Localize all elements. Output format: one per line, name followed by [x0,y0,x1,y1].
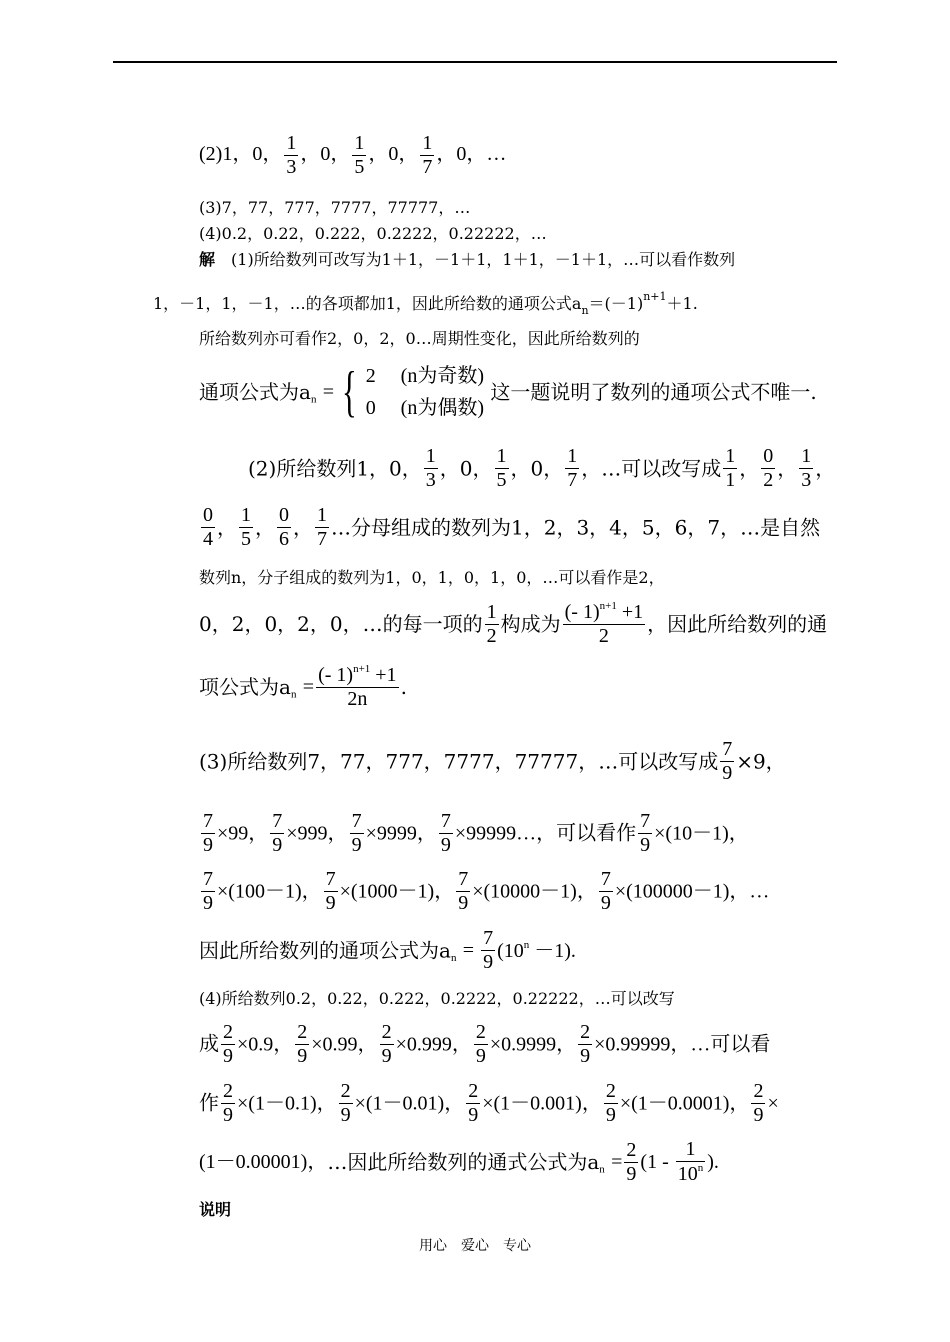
note-heading: 说明 [199,1200,232,1219]
text: 因此所给数列的通项公式为a [199,938,451,963]
text: ＝(－1) [588,294,644,313]
solution-label: 解 [199,250,216,269]
part4-line-3: 作 $\frac{2}{9}$ ×(1－0.1)， $\frac{2}{9}$ ×(1－0.01)， $\frac{2}{9}$ ×(1－0.001)， $\frac{2}{9}$ ×(1－0.0001)， $\frac{2}{9}$ × [199,1080,779,1126]
part2-line-4: 0，2，0，2，0，…的每一项的 $\frac{1}{2}$ 构成为 $\frac{(- 1)^{n+1} +1}{2}$ ，因此所给数列的通 [199,600,828,647]
part4-line-4: (1－0.00001)，…因此所给数列的通式公式为$a_n$ = $\frac{2}{9}$ (1 - $\frac{1}{10^n}$ ). [199,1138,719,1185]
text: ＋1. [666,294,698,313]
part2-line-3: 数列n，分子组成的数列为1，0，1，0，1，0，…可以看作是2， [199,568,665,587]
part2-line-5: 项公式为$a_n$ = $\frac{(- 1)^{n+1} +1}{2n}$ . [199,663,407,710]
text: 1，－1，1，－1，…的各项都加1，因此所给数的通项公式a [153,294,582,313]
part2-line-1: (2)所给数列1，0， $\frac{1}{3}$ ，0， $\frac{1}{5}$ ，0， $\frac{1}{7}$ ，…可以改写成 $\frac{1}{1}$ ， $\frac{0}{2}$ ， $\frac{1}{3}$ ， [248,445,836,491]
text: …分母组成的数列为1，2，3，4，5，6，7，…是自然 [331,515,821,540]
page-footer: 用心 爱心 专心 [419,1238,531,1254]
text: 通项公式为a [199,380,311,404]
case-2: 0 (n为偶数) [365,397,485,419]
text: (1)所给数列可改写为1＋1，－1＋1，1＋1，－1＋1，…可以看作数列 [215,250,736,269]
text: …可以改写成 [601,456,722,481]
text: (2)1，0， [199,143,283,166]
sequence-4-line: (4)0.2，0.22，0.222，0.2222，0.22222，… [199,224,547,243]
fraction: $\frac{1}{3}$ [286,132,297,178]
header-rule [113,61,837,63]
solution-line-3: 所给数列亦可看作2，0，2，0…周期性变化，因此所给数列的 [199,329,640,348]
fraction: $\frac{1}{7}$ [422,132,433,178]
text: 项公式为a [199,675,291,699]
solution-line-1 [199,252,735,268]
part3-line-3: $\frac{7}{9}$ ×(100－1)， $\frac{7}{9}$ ×(1000－1)， $\frac{7}{9}$ ×(10000－1)， $\frac{7}{9}$ ×(100000－1)，… [203,868,770,914]
text: 这一题说明了数列的通项公式不唯一. [490,380,817,404]
brace: { [342,361,358,423]
text: (2)所给数列1，0， [248,456,422,481]
sequence-3-line: (3)7，77，777，7777，77777，… [199,198,471,217]
text: (3)所给数列7，77，777，7777，77777，…可以改写成 [199,749,719,774]
text: …因此所给数列的通式公式为a [327,1150,600,1174]
case-1: 2 (n为奇数) [365,365,485,387]
part3-line-1: (3)所给数列7，77，777，7777，77777，…可以改写成 $\frac{7}{9}$ ×9， [199,738,786,784]
part4-line-1: (4)所给数列0.2，0.22，0.222，0.2222，0.22222，…可以改写 [199,989,675,1008]
text: ×9， [736,749,786,774]
part3-line-2: $\frac{7}{9}$ ×99， $\frac{7}{9}$ ×999， $\frac{7}{9}$ ×9999， $\frac{7}{9}$ ×99999…，可以看作 $\frac{7}{9}$ ×(10－1)， [203,810,749,856]
sequence-2-line: (2)1，0， $\frac{1}{3}$ ，0， $\frac{1}{5}$ ，0， $\frac{1}{7}$ ，0，… [199,132,507,178]
fraction: $\frac{1}{5}$ [354,132,365,178]
piecewise-formula-line: 通项公式为$a_n$ = { 2 (n为奇数) 0 (n为偶数) 这一题说明了数列的通项公式不唯一. [199,361,817,423]
part4-line-2: 成 $\frac{2}{9}$ ×0.9， $\frac{2}{9}$ ×0.99， $\frac{2}{9}$ ×0.999， $\frac{2}{9}$ ×0.9999， $\frac{2}{9}$ ×0.99999，…可以看 [199,1021,771,1067]
text: 0，2，0，2，0，…的每一项的 [199,612,483,636]
part3-line-4: 因此所给数列的通项公式为$a_n$ = $\frac{7}{9}$ $(10^n -1)$. [199,927,576,973]
part2-line-2: $\frac{0}{4}$ ， $\frac{1}{5}$ ， $\frac{0}{6}$ ， $\frac{1}{7}$ …分母组成的数列为1，2，3，4，5，6，7，…是自然 [203,504,821,550]
text: 构成为 [500,612,561,636]
solution-line-2: 1，－1，1，－1，…的各项都加1，因此所给数的通项公式$a_n=(-1)^{n+1}+1$. [153,290,698,317]
cases [366,360,484,424]
text: ，因此所给数列的通 [647,612,828,636]
